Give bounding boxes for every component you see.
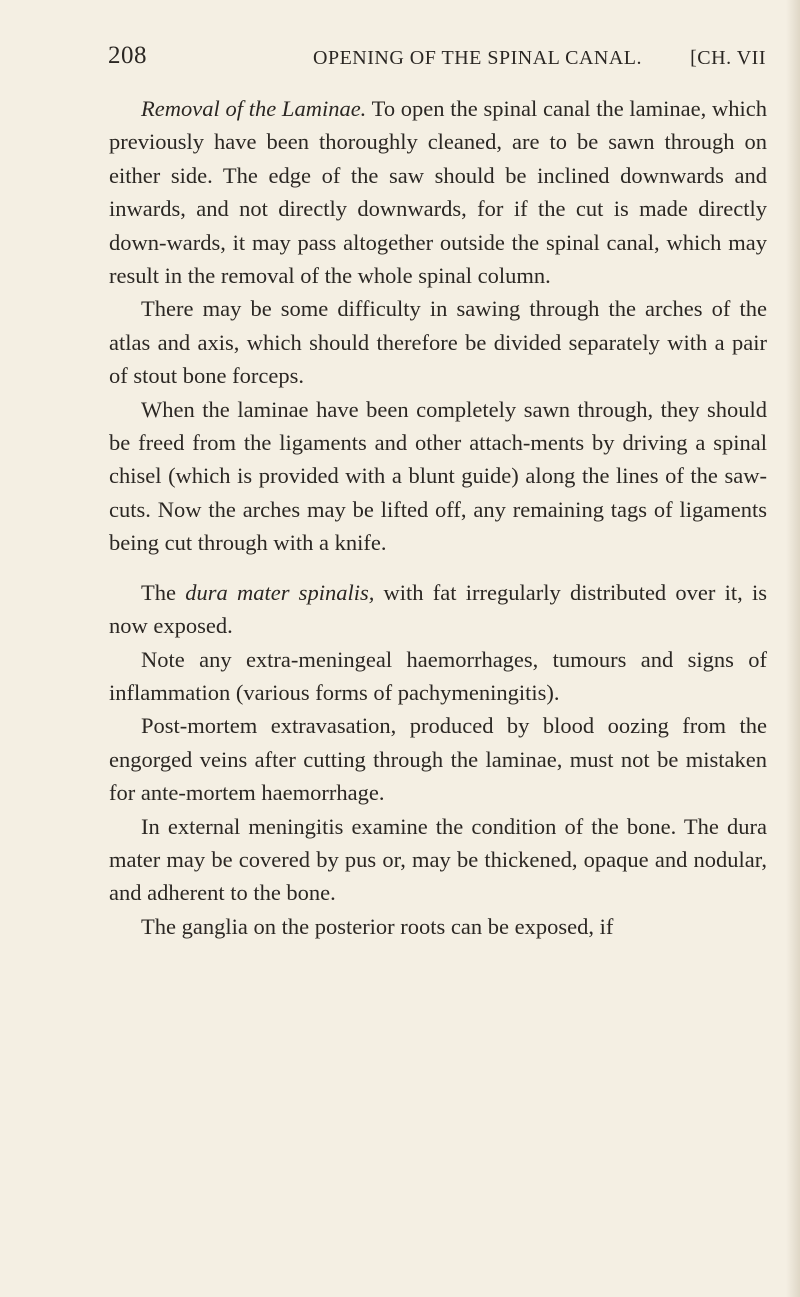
paragraph-text-pre: The (141, 579, 186, 605)
paragraph-ganglia (109, 910, 767, 943)
paragraph-freeing-ligaments (109, 393, 767, 560)
chapter-reference: [CH. VII (690, 47, 766, 69)
paragraph-text: The ganglia on the posterior roots can be exposed, if (141, 913, 614, 939)
paragraph-text: with fat irregularly distributed over it, is now exposed. (109, 579, 767, 639)
section-heading-italic: Removal of the Laminae. (141, 96, 367, 121)
paragraph-atlas-axis (109, 292, 767, 392)
page-header (108, 42, 768, 82)
paragraph-text: To open the spinal canal the laminae, which previously have been thoroughly cleaned, are to be sawn through on either side. The edge of the saw should be inclined downwards and inwards, and not directly downwards, for if the cut is made directly down-wards, it may pass altogether outside the spinal canal, which may result in the removal of the whole spinal column. (109, 96, 767, 289)
paragraph-text: Note any extra-meningeal haemorrhages, tumours and signs of inflammation (various forms of pachymeningitis). (109, 646, 767, 705)
page-number: 208 (108, 42, 147, 69)
paragraph-external-meningitis (109, 810, 767, 910)
paragraph-haemorrhages (109, 643, 767, 710)
paragraph-text: Post-mortem extravasation, produced by blood oozing from the engorged veins after cutting through the laminae, must not be mistaken for ante-mortem haemorrhage. (109, 713, 767, 806)
term-italic: dura mater spinalis, (185, 579, 375, 605)
paragraph-text: There may be some difficulty in sawing through the arches of the atlas and axis, which should therefore be divided separately with a pair of stout bone forceps. (109, 296, 767, 389)
paragraph-removal-of-laminae (109, 92, 767, 292)
paragraph-post-mortem (109, 709, 767, 809)
paragraph-text: When the laminae have been completely sawn through, they should be freed from the ligaments and other attach-ments by driving a spinal chisel (which is provided with a blunt guide) along the lines of the saw-cuts. Now the arches may be lifted off, any remaining tags of ligaments being cut through with a knife. (109, 396, 767, 556)
paragraph-text: In external meningitis examine the condition of the bone. The dura mater may be covered by pus or, may be thickened, opaque and nodular, and adherent to the bone. (109, 813, 767, 906)
running-title: OPENING OF THE SPINAL CANAL. (313, 47, 643, 69)
body-text (109, 92, 767, 943)
paragraph-dura-mater (109, 576, 767, 643)
page-edge-shadow (786, 0, 800, 1297)
